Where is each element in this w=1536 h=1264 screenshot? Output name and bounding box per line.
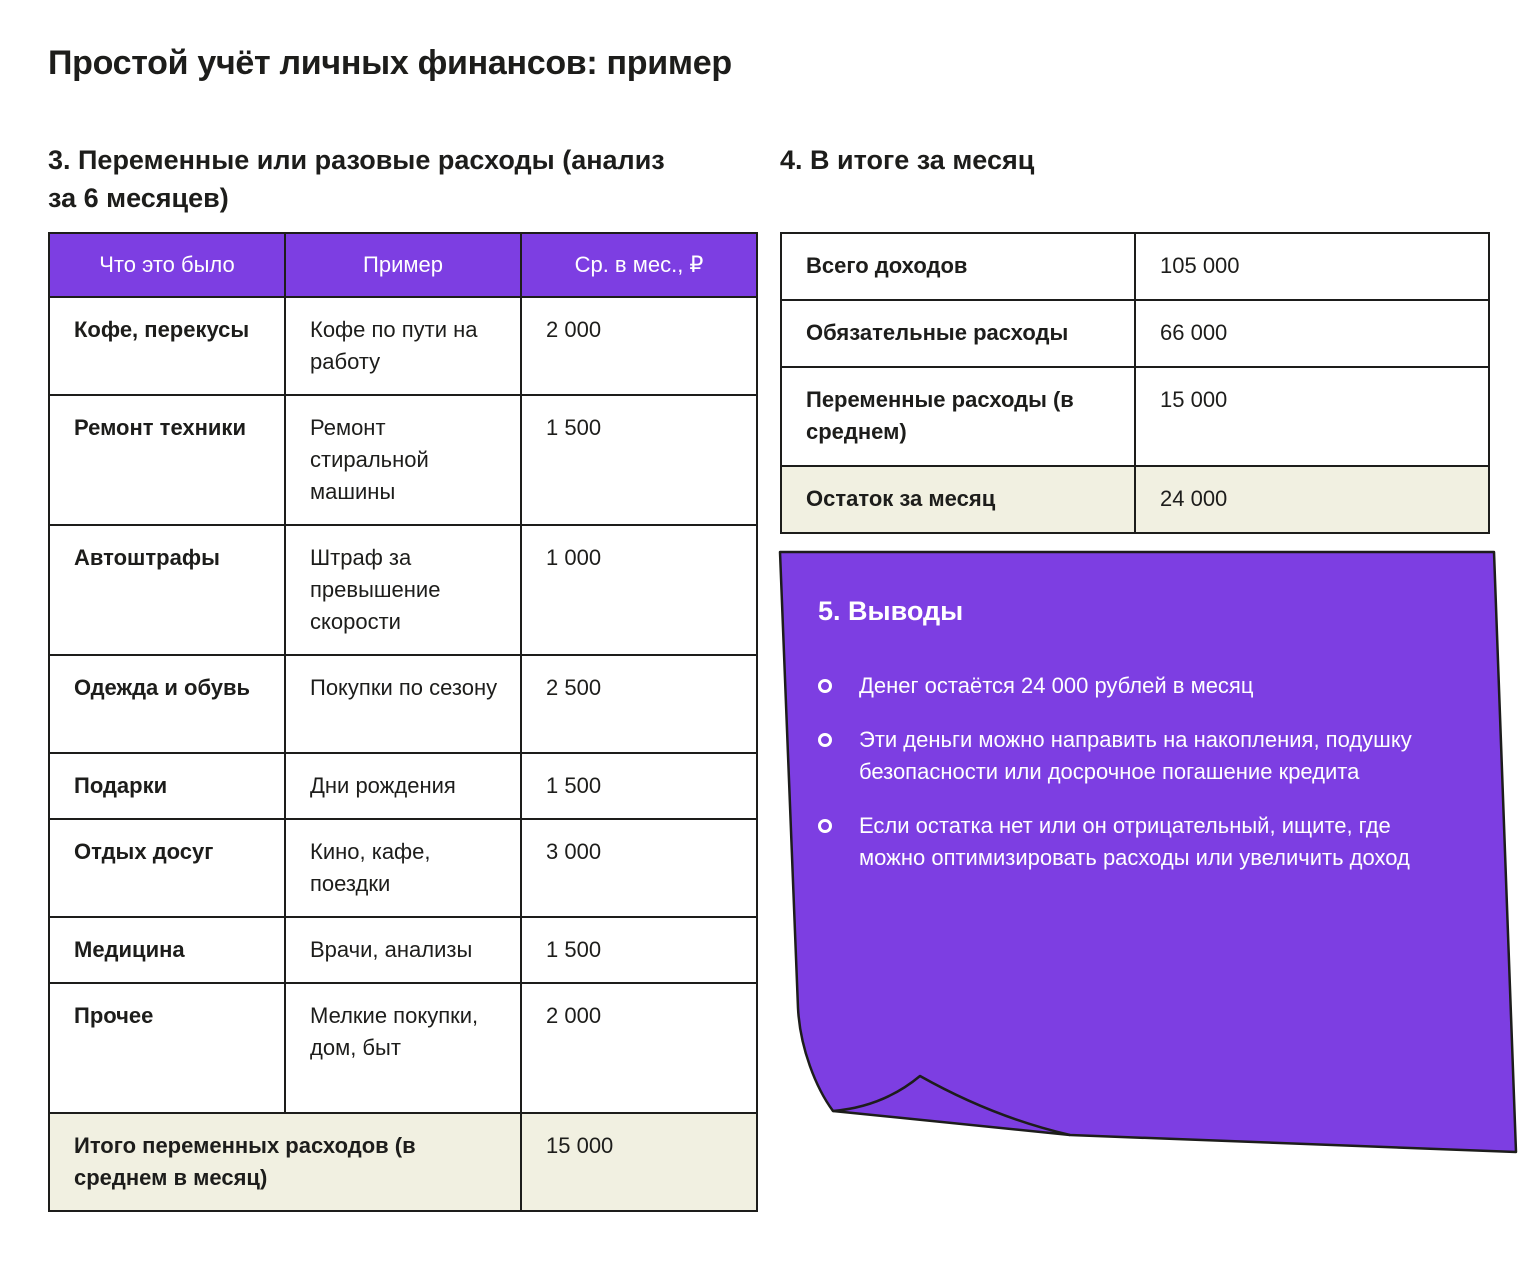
list-item [818, 724, 1438, 788]
header-example: Пример [285, 233, 521, 297]
row-category: Подарки [49, 753, 285, 819]
row-example: Покупки по сезону [285, 655, 521, 753]
summary-label: Обязательные расходы [781, 300, 1135, 367]
section-variable-expenses-title: 3. Переменные или разовые расходы (анализ за 6 месяцев) [48, 145, 665, 213]
total-label: Итого переменных расходов (в среднем в месяц) [49, 1113, 521, 1211]
table-row [49, 819, 757, 917]
row-example: Врачи, анализы [285, 917, 521, 983]
row-amount: 3 000 [521, 819, 757, 917]
table-row [49, 983, 757, 1113]
row-category: Отдых досуг [49, 819, 285, 917]
list-item [818, 810, 1438, 874]
conclusions-note [778, 548, 1523, 1158]
summary-value: 105 000 [1135, 233, 1489, 300]
summary-label: Переменные расходы (в среднем) [781, 367, 1135, 466]
header-amount: Ср. в мес., ₽ [521, 233, 757, 297]
table-row [49, 753, 757, 819]
row-category: Автоштрафы [49, 525, 285, 655]
summary-label: Всего доходов [781, 233, 1135, 300]
conclusions-list [818, 670, 1438, 874]
row-amount: 1 500 [521, 917, 757, 983]
row-category: Медицина [49, 917, 285, 983]
summary-value: 24 000 [1135, 466, 1489, 533]
circle-bullet-icon [818, 733, 832, 747]
section-month-summary-title: 4. В итоге за месяц [780, 145, 1035, 175]
row-amount: 2 000 [521, 983, 757, 1113]
table-row [49, 297, 757, 395]
row-amount: 1 500 [521, 753, 757, 819]
total-amount: 15 000 [521, 1113, 757, 1211]
row-example: Штраф за превышение скорости [285, 525, 521, 655]
table-row [49, 525, 757, 655]
circle-bullet-icon [818, 679, 832, 693]
page-title: Простой учёт личных финансов: пример [48, 44, 732, 82]
header-category: Что это было [49, 233, 285, 297]
row-example: Кофе по пути на работу [285, 297, 521, 395]
table-row [49, 917, 757, 983]
summary-row-mandatory [781, 300, 1489, 367]
summary-row-remainder [781, 466, 1489, 533]
conclusion-text: Если остатка нет или он отрицательный, ищите, где можно оптимизировать расходы или увеличить доход [859, 813, 1410, 870]
list-item [818, 670, 1438, 702]
conclusions-title: 5. Выводы [818, 596, 964, 626]
row-example: Ремонт стиральной машины [285, 395, 521, 525]
row-example: Дни рождения [285, 753, 521, 819]
row-category: Ремонт техники [49, 395, 285, 525]
row-amount: 1 500 [521, 395, 757, 525]
summary-value: 15 000 [1135, 367, 1489, 466]
summary-row-income [781, 233, 1489, 300]
row-amount: 2 500 [521, 655, 757, 753]
row-category: Кофе, перекусы [49, 297, 285, 395]
row-category: Прочее [49, 983, 285, 1113]
total-row [49, 1113, 757, 1211]
variable-expenses-table [48, 232, 758, 1212]
table-row [49, 395, 757, 525]
summary-label: Остаток за месяц [781, 466, 1135, 533]
circle-bullet-icon [818, 819, 832, 833]
row-category: Одежда и обувь [49, 655, 285, 753]
month-summary-table [780, 232, 1490, 534]
summary-value: 66 000 [1135, 300, 1489, 367]
summary-row-variable [781, 367, 1489, 466]
table-row [49, 655, 757, 753]
row-amount: 2 000 [521, 297, 757, 395]
conclusion-text: Денег остаётся 24 000 рублей в месяц [859, 673, 1254, 698]
row-amount: 1 000 [521, 525, 757, 655]
table-header-row [49, 233, 757, 297]
conclusion-text: Эти деньги можно направить на накопления, подушку безопасности или досрочное погашение кредита [859, 727, 1412, 784]
row-example: Кино, кафе, поездки [285, 819, 521, 917]
row-example: Мелкие покупки, дом, быт [285, 983, 521, 1113]
